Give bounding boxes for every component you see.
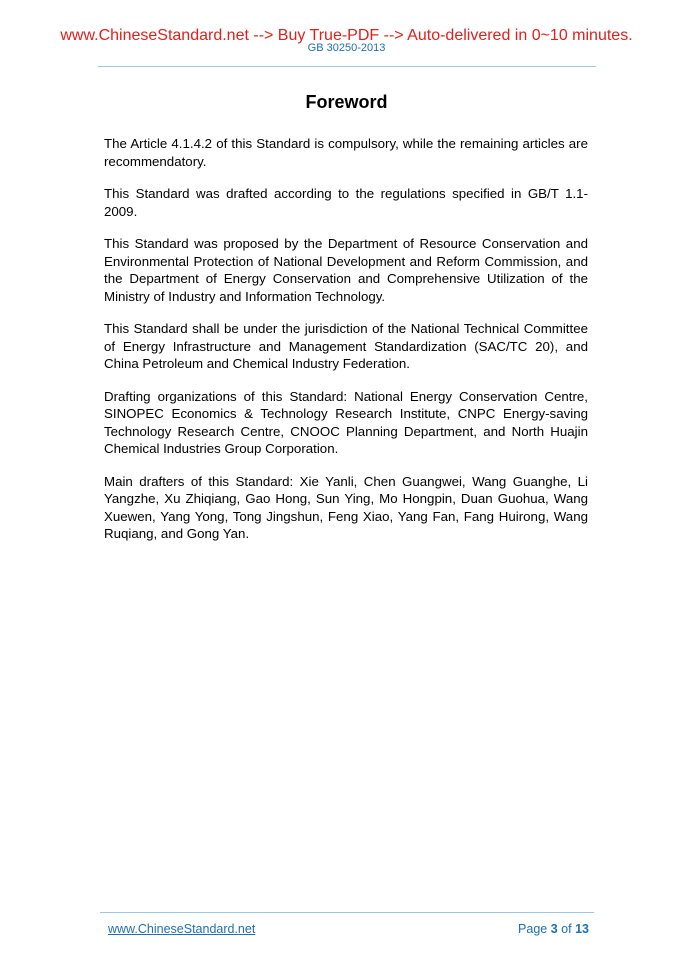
page-number [518,922,589,937]
paragraph-proposed-by: This Standard was proposed by the Department of Resource Conservation and Environmental Protection of National Development and Reform Commission, and the Department of Energy Conservation and Comprehensive Utilization of the Ministry of Industry and Information Technology. [104,236,588,304]
page-total: 13 [575,922,589,936]
document-code: GB 30250-2013 [307,42,386,54]
page-of-label: of [561,922,572,936]
paragraph-jurisdiction: This Standard shall be under the jurisdiction of the National Technical Committee of Energy Infrastructure and Management Standardization (SAC/TC 20), and China Petroleum and Chemical Industry Federation. [104,321,588,371]
paragraph-compulsory-articles: The Article 4.1.4.2 of this Standard is compulsory, while the remaining articles are recommendatory. [104,136,588,169]
footer-website-link[interactable]: www.ChineseStandard.net [108,922,256,936]
page-title: Foreword [305,92,388,112]
paragraph-drafting-organizations: Drafting organizations of this Standard: National Energy Conservation Centre, SINOPEC Economics & Technology Research Institute, CNPC Energy-saving Technology Research Centre, CNOOC Planning Department, and North Huajin Chemical Industries Group Corporation. [104,388,588,456]
header-divider [98,66,596,67]
paragraph-main-drafters: Main drafters of this Standard: Xie Yanli, Chen Guangwei, Wang Guanghe, Li Yangzhe, Xu Zhiqiang, Gao Hong, Sun Ying, Mo Hongpin, Duan Guohua, Wang Xuewen, Yang Yong, Tong Jingshun, Feng Xiao, Yang Fan, Fang Huirong, Wang Ruqiang, and Gong Yan. [104,473,588,541]
paragraph-drafting-rules: This Standard was drafted according to the regulations specified in GB/T 1.1-2009. [104,186,588,219]
page-current: 3 [550,922,558,936]
foreword-body [104,135,588,558]
footer-divider [100,912,594,913]
page-label: Page [518,922,548,936]
header-banner-link[interactable]: www.ChineseStandard.net --> Buy True-PDF --> Auto-delivered in 0~10 minutes. [60,27,633,44]
